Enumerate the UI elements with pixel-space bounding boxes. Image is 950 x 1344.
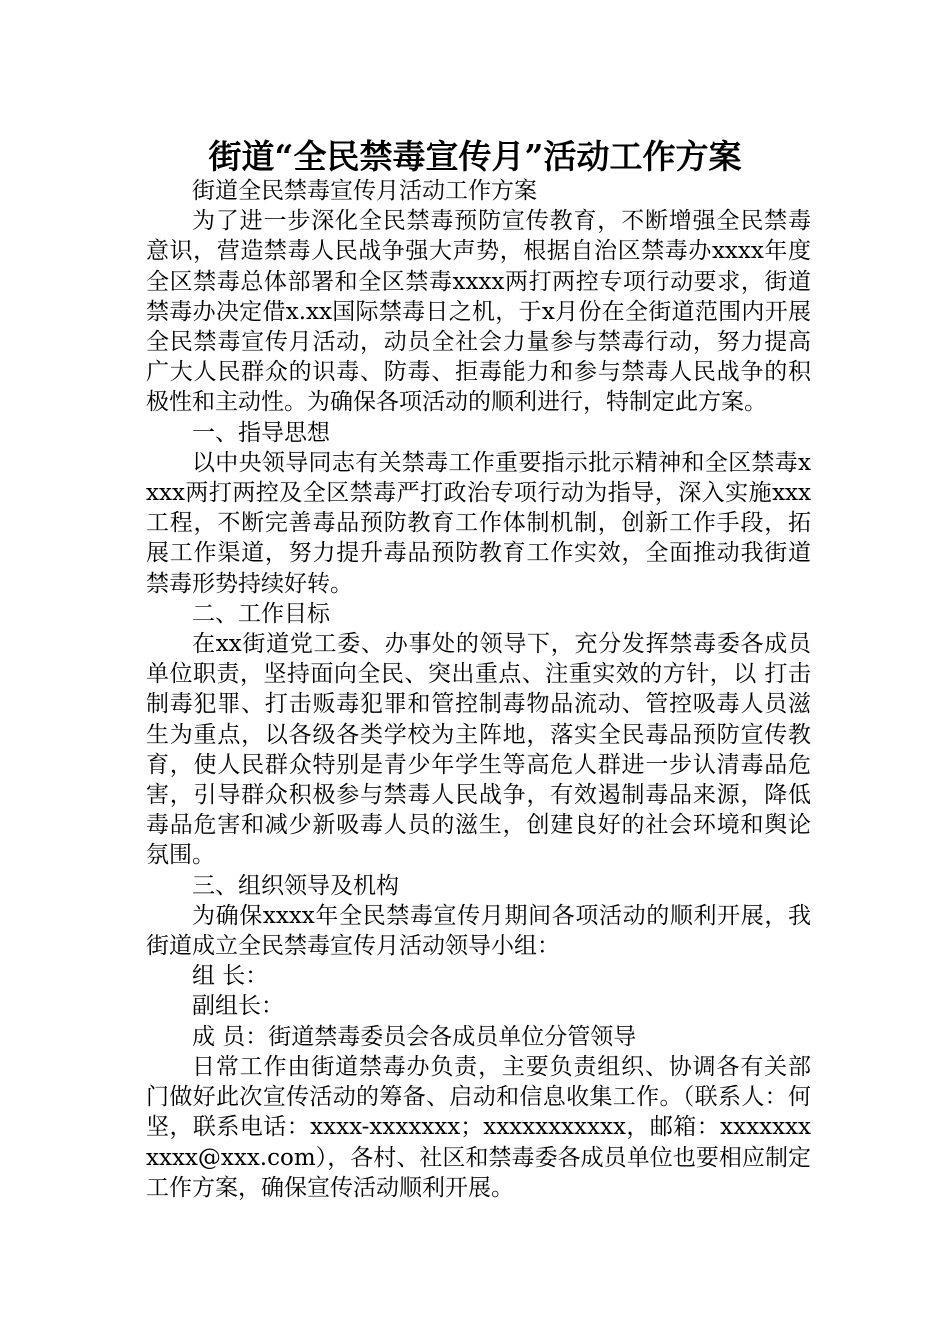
intro-paragraph: 为了进一步深化全民禁毒预防宣传教育，不断增强全民禁毒意识，营造禁毒人民战争强大声势，根据自治区禁毒办xxxx年度全区禁毒总体部署和全区禁毒xxxx两打两控专项行动要求，街道禁毒办决定借x.xx国际禁毒日之机，于x月份在全街道范围内开展全民禁毒宣传月活动，动员全社会力量参与禁毒行动，努力提高广大人民群众的识毒、防毒、拒毒能力和参与禁毒人民战争的积极性和主动性。为确保各项活动的顺利进行，特制定此方案。 (146, 208, 811, 416)
section-heading-organization: 三、组织领导及机构 (192, 872, 399, 899)
organization-paragraph: 为确保xxxx年全民禁毒宣传月期间各项活动的顺利开展，我街道成立全民禁毒宣传月活动领导小组： (146, 902, 811, 960)
members-line: 成 员：街道禁毒委员会各成员单位分管领导 (192, 1023, 637, 1050)
deputy-leader-line: 副组长： (192, 993, 284, 1020)
section-heading-work-goals: 二、工作目标 (192, 600, 330, 627)
daily-work-paragraph: 日常工作由街道禁毒办负责，主要负责组织、协调各有关部门做好此次宣传活动的筹备、启动和信息收集工作。（联系人：何坚，联系电话：xxxx-xxxxxxx；xxxxxxxxxxx，邮箱：xxxxxxxxxxx@xxx.com），各村、社区和禁毒委各成员单位也要相应制定工作方案，确保宣传活动顺利开展。 (146, 1053, 811, 1201)
guiding-ideology-paragraph: 以中央领导同志有关禁毒工作重要指示批示精神和全区禁毒xxxx两打两控及全区禁毒严打政治专项行动为指导，深入实施xxx工程，不断完善毒品预防教育工作体制机制，创新工作手段，拓展工作渠道，努力提升毒品预防教育工作实效，全面推动我街道禁毒形势持续好转。 (146, 449, 811, 597)
subtitle-paragraph: 街道全民禁毒宣传月活动工作方案 (192, 178, 537, 204)
document-title: 街道“全民禁毒宣传月”活动工作方案 (208, 137, 742, 176)
document-body (146, 176, 811, 1203)
section-heading-guiding-ideology: 一、指导思想 (192, 419, 330, 446)
work-goals-paragraph: 在xx街道党工委、办事处的领导下，充分发挥禁毒委各成员单位职责，坚持面向全民、突出重点、注重实效的方针，以 打击制毒犯罪、打击贩毒犯罪和管控制毒物品流动、管控吸毒人员滋生为重点，以各级各类学校为主阵地，落实全民毒品预防宣传教育，使人民群众特别是青少年学生等高危人群进一步认清毒品危害，引导群众积极参与禁毒人民战争，有效遏制毒品来源，降低毒品危害和减少新吸毒人员的滋生，创建良好的社会环境和舆论氛围。 (146, 631, 811, 869)
team-leader-line: 组 长： (192, 963, 269, 990)
